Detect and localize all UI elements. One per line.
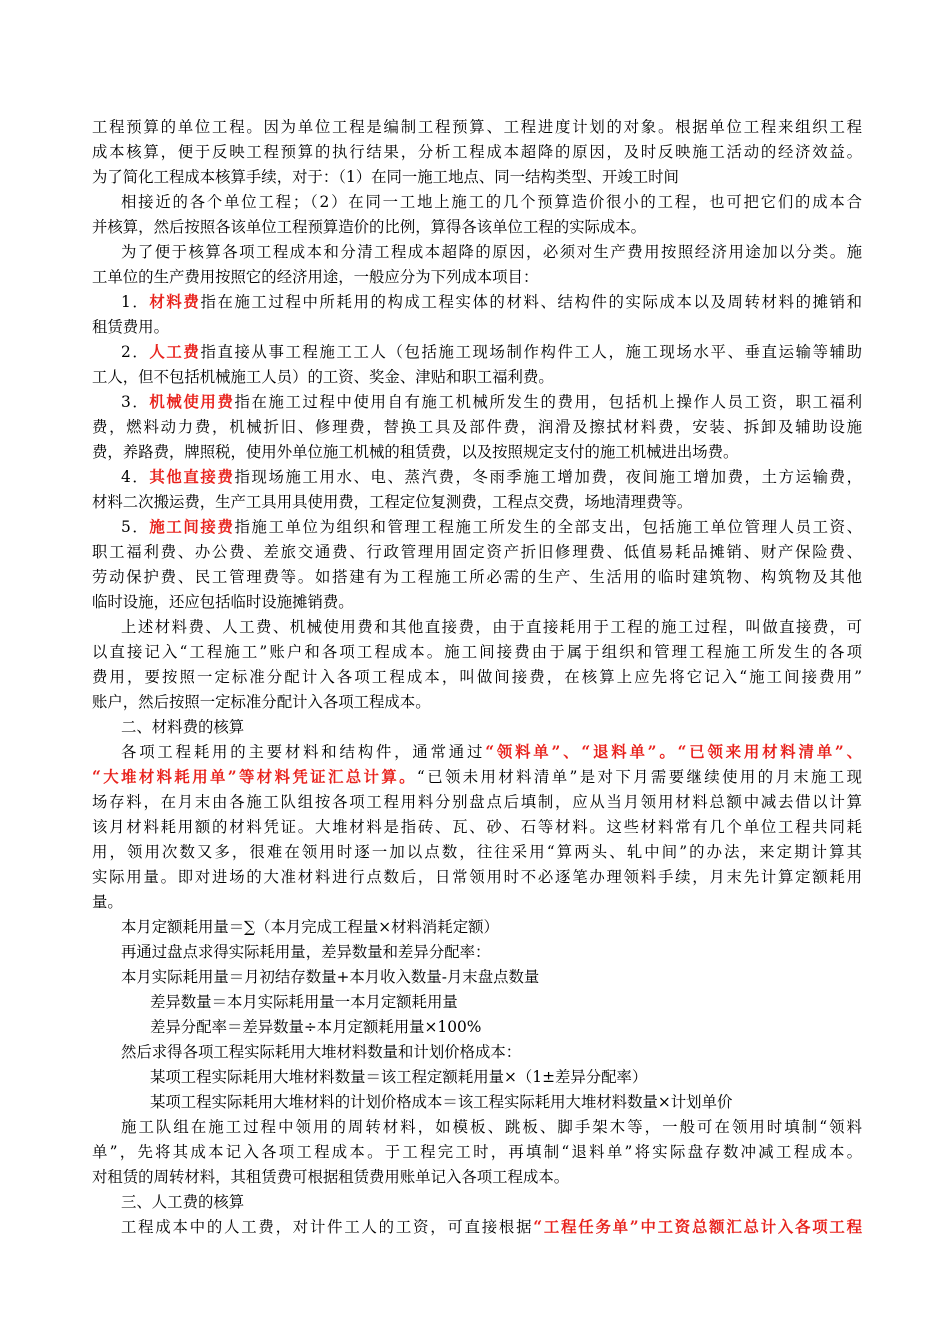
- text-span: 工程成本中的人工费，对计件工人的工资，可直接根据: [121, 1218, 534, 1236]
- text-line: 以直接记入“工程施工”账户和各项工程成本。施工间接费由于属于组织和管理工程施工所发生的各项: [92, 643, 862, 661]
- text-line: 用，领用次数又多，很难在领用时逐一加以点数，往往采用“算两头、轧中间”的办法，来定期计算其: [92, 843, 862, 861]
- item-term: 材料费: [149, 293, 201, 311]
- text-line: 劳动保护费、民工管理费等。如搭建有为工程施工所必需的生产、生活用的临时建筑物、构筑物及其他: [92, 568, 862, 586]
- text-line: 实际用量。即对进场的大准材料进行点数后，日常领用时不必逐笔办理领料手续，月末先计算定额耗用: [92, 868, 862, 886]
- text-line: 场存料，在月末由各施工队组按各项工程用料分别盘点后填制，应从当月领用材料总额中减去借以计算: [92, 793, 862, 811]
- text-line: 职工福利费、办公费、差旅交通费、行政管理用固定资产折旧修理费、低值易耗品摊销、财产保险费、: [92, 543, 862, 561]
- text-line: 费，养路费，牌照税，使用外单位施工机械的租赁费，以及按照规定支付的施工机械进出场费。: [92, 443, 739, 461]
- formula-line: 本月实际耗用量＝月初结存数量+本月收入数量-月末盘点数量: [121, 968, 540, 986]
- text-line: 工单位的生产费用按照它的经济用途，一般应分为下列成本项目：: [92, 268, 539, 286]
- text-line: 为了简化工程成本核算手续，对于：（1）在同一施工地点、同一结构类型、开竣工时间: [92, 168, 679, 186]
- item-number: 5．: [121, 518, 150, 536]
- text-line: 上述材料费、人工费、机械使用费和其他直接费，由于直接耗用于工程的施工过程，叫做直接费，可: [121, 618, 862, 636]
- text-line: [121, 1215, 862, 1240]
- text-line: 为了便于核算各项工程成本和分清工程成本超降的原因，必须对生产费用按照经济用途加以分类。施: [121, 243, 862, 261]
- text-line: 临时设施，还应包括临时设施摊销费。: [92, 593, 354, 611]
- item-definition: 指直接从事工程施工工人（包括施工现场制作构件工人，施工现场水平、垂直运输等辅助: [200, 343, 862, 361]
- text-line: 工程预算的单位工程。因为单位工程是编制工程预算、工程进度计划的对象。根据单位工程来组织工程: [92, 118, 862, 136]
- text-span: “已领未用材料清单”是对下月需要继续使用的月末施工现: [416, 768, 862, 786]
- text-line: 单”，先将其成本记入各项工程成本。于工程完工时，再填制“退料单”将实际盘存数冲减工程成本。: [92, 1143, 862, 1161]
- item-number: 1．: [121, 293, 150, 311]
- text-line: 费用，要按照一定标准分配计入各项工程成本，叫做间接费，在核算上应先将它记入“施工间接费用”: [92, 668, 862, 686]
- highlighted-text: “工程任务单”中工资总额汇总计入各项工程: [533, 1218, 862, 1236]
- text-line: [92, 765, 862, 790]
- text-line: 成本核算，便于反映工程预算的执行结果，分析工程成本超降的原因，及时反映施工活动的经济效益。: [92, 143, 862, 161]
- text-line: 并核算，然后按照各该单位工程预算造价的比例，算得各该单位工程的实际成本。: [92, 218, 647, 236]
- text-line: 量。: [92, 893, 123, 911]
- item-term: 施工间接费: [149, 518, 235, 536]
- formula-line: 差异分配率＝差异数量÷本月定额耗用量×100%: [150, 1018, 482, 1036]
- text-line: 相接近的各个单位工程；（2）在同一工地上施工的几个预算造价很小的工程，也可把它们的成本合: [121, 193, 862, 211]
- text-line: 租赁费用。: [92, 318, 169, 336]
- section-heading: 三、人工费的核算: [121, 1193, 245, 1211]
- item-definition: 指在施工过程中使用自有施工机械所发生的费用，包括机上操作人员工资，职工福利: [234, 393, 862, 411]
- formula-line: 本月定额耗用量＝∑（本月完成工程量×材料消耗定额）: [121, 918, 499, 936]
- text-line: 材料二次搬运费，生产工具用具使用费，工程定位复测费，工程点交费，场地清理费等。: [92, 493, 693, 511]
- list-item-5: [121, 515, 862, 540]
- item-number: 3．: [121, 393, 150, 411]
- item-number: 2．: [121, 343, 150, 361]
- list-item-1: [121, 290, 862, 315]
- text-line: 然后求得各项工程实际耗用大堆材料数量和计划价格成本：: [121, 1043, 522, 1061]
- list-item-4: [121, 465, 862, 490]
- item-term: 人工费: [149, 343, 201, 361]
- text-line: [121, 740, 862, 765]
- item-term: 机械使用费: [149, 393, 235, 411]
- text-line: 对租赁的周转材料，其租赁费可根据租赁费用账单记入各项工程成本。: [92, 1168, 570, 1186]
- item-number: 4．: [121, 468, 150, 486]
- formula-line: 某项工程实际耗用大堆材料的计划价格成本＝该工程实际耗用大堆材料数量×计划单价: [150, 1093, 733, 1111]
- text-line: 工人，但不包括机械施工人员）的工资、奖金、津贴和职工福利费。: [92, 368, 554, 386]
- highlighted-text: “领料单”、“退料单”。“已领来用材料清单”、: [485, 743, 862, 761]
- formula-line: 差异数量＝本月实际耗用量一本月定额耗用量: [150, 993, 458, 1011]
- item-term: 其他直接费: [149, 468, 235, 486]
- text-line: 施工队组在施工过程中领用的周转材料，如模板、跳板、脚手架木等，一般可在领用时填制“领料: [121, 1118, 862, 1136]
- text-line: 账户，然后按照一定标准分配计入各项工程成本。: [92, 693, 431, 711]
- item-definition: 指施工单位为组织和管理工程施工所发生的全部支出，包括施工单位管理人员工资、: [234, 518, 862, 536]
- text-line: 再通过盘点求得实际耗用量，差异数量和差异分配率：: [121, 943, 491, 961]
- item-definition: 指在施工过程中所耗用的构成工程实体的材料、结构件的实际成本以及周转材料的摊销和: [200, 293, 862, 311]
- list-item-3: [121, 390, 862, 415]
- item-definition: 指现场施工用水、电、蒸汽费，冬雨季施工增加费，夜间施工增加费，土方运输费，: [234, 468, 862, 486]
- text-line: 费，燃料动力费，机械折旧、修理费，替换工具及部件费，润滑及擦拭材料费，安装、拆卸及辅助设施: [92, 418, 862, 436]
- section-heading: 二、材料费的核算: [121, 718, 245, 736]
- text-span: 各项工程耗用的主要材料和结构件，通常通过: [121, 743, 486, 761]
- text-line: 该月材料耗用额的材料凭证。大堆材料是指砖、瓦、砂、石等材料。这些材料常有几个单位工程共同耗: [92, 818, 862, 836]
- highlighted-text: “大堆材料耗用单”等材料凭证汇总计算。: [92, 768, 417, 786]
- list-item-2: [121, 340, 862, 365]
- formula-line: 某项工程实际耗用大堆材料数量＝该工程定额耗用量×（1±差异分配率）: [150, 1068, 648, 1086]
